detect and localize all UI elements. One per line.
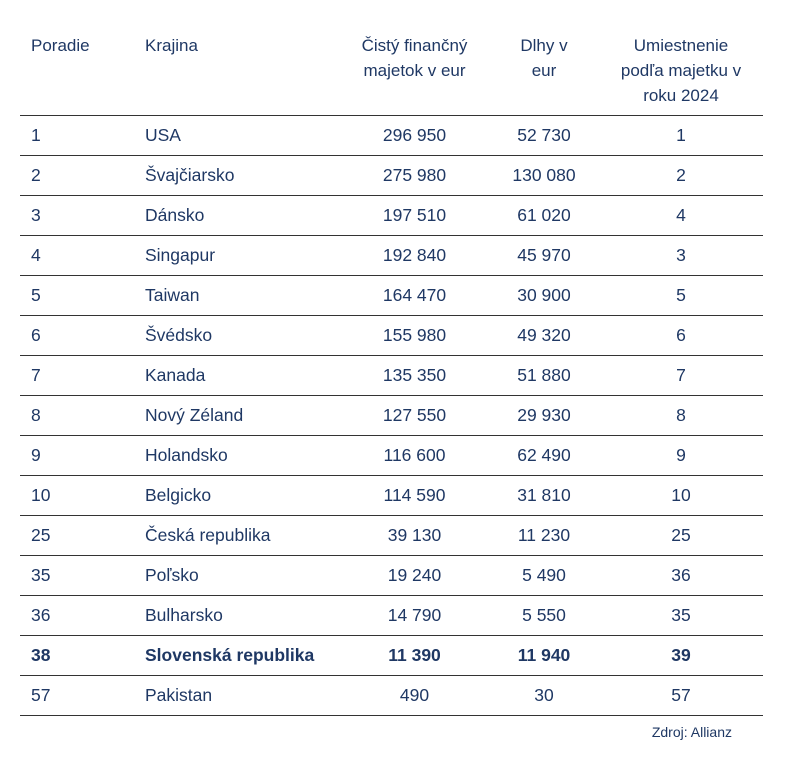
cell-rank: 35 (31, 565, 51, 585)
table-row (20, 196, 763, 236)
cell-debt: 31 810 (517, 485, 571, 505)
cell-net-assets: 19 240 (387, 565, 442, 585)
cell-debt: 11 940 (517, 645, 571, 665)
cell-net-assets: 490 (399, 685, 430, 705)
cell-rank: 4 (31, 245, 41, 265)
header-rank-2024-line-2: podľa majetku v (620, 61, 742, 80)
cell-net-assets: 135 350 (382, 365, 447, 385)
cell-debt: 11 230 (517, 525, 571, 545)
cell-rank-2024: 39 (671, 645, 691, 665)
table-row (20, 276, 763, 316)
table-row (20, 316, 763, 356)
cell-rank-2024: 2 (676, 165, 686, 185)
cell-net-assets: 275 980 (382, 165, 447, 185)
cell-country: Poľsko (145, 565, 199, 585)
cell-rank-2024: 36 (671, 565, 691, 585)
table-row (20, 476, 763, 516)
table-row (20, 676, 763, 716)
cell-rank-2024: 6 (676, 325, 686, 345)
header-net-assets-line-2: majetok v eur (363, 61, 466, 80)
cell-debt: 61 020 (517, 205, 571, 225)
cell-debt: 62 490 (517, 445, 571, 465)
cell-rank: 25 (31, 525, 51, 545)
cell-country: Dánsko (145, 205, 205, 225)
cell-debt: 30 (534, 685, 554, 705)
header-rank-2024 (599, 0, 763, 116)
header-net-assets-line-1: Čistý finančný (361, 36, 468, 55)
cell-rank-2024: 57 (671, 685, 691, 705)
header-net-assets (346, 0, 489, 116)
cell-country: Holandsko (145, 445, 228, 465)
cell-rank: 36 (31, 605, 51, 625)
cell-net-assets: 116 600 (383, 445, 446, 465)
cell-country: Bulharsko (145, 605, 223, 625)
cell-debt: 5 550 (522, 605, 566, 625)
source-note: Zdroj: Allianz (651, 724, 732, 740)
cell-country: Slovenská republika (145, 645, 315, 665)
cell-rank-2024: 3 (676, 245, 686, 265)
header-debt (489, 0, 599, 116)
cell-country: Švédsko (145, 325, 213, 345)
cell-rank-2024: 9 (676, 445, 686, 465)
cell-rank-2024: 7 (676, 365, 686, 385)
cell-net-assets: 192 840 (382, 245, 447, 265)
cell-rank: 57 (31, 685, 51, 705)
cell-country: Nový Zéland (145, 405, 244, 425)
cell-country: Belgicko (145, 485, 212, 505)
header-country (140, 0, 346, 116)
header-debt-line-1: Dlhy v (520, 36, 568, 55)
header-rank (20, 0, 140, 116)
header-row (20, 0, 763, 116)
table-body (20, 116, 763, 716)
table-row (20, 156, 763, 196)
cell-net-assets: 39 130 (387, 525, 442, 545)
header-rank-2024-line-3: roku 2024 (643, 86, 719, 105)
table-row (20, 116, 763, 156)
cell-debt: 30 900 (517, 285, 571, 305)
cell-net-assets: 14 790 (387, 605, 442, 625)
header-rank-2024-line-1: Umiestnenie (633, 36, 729, 55)
cell-debt: 45 970 (517, 245, 571, 265)
cell-rank-2024: 5 (676, 285, 686, 305)
cell-country: Kanada (145, 365, 206, 385)
header-rank-label: Poradie (31, 36, 90, 55)
cell-net-assets: 11 390 (388, 645, 441, 665)
cell-rank-2024: 4 (676, 205, 686, 225)
header-country-label: Krajina (145, 36, 198, 55)
cell-country: USA (145, 125, 181, 145)
cell-rank: 1 (31, 125, 41, 145)
cell-rank: 7 (31, 365, 41, 385)
cell-net-assets: 155 980 (382, 325, 447, 345)
cell-rank-2024: 25 (671, 525, 691, 545)
cell-rank-2024: 1 (676, 125, 686, 145)
cell-country: Česká republika (145, 525, 271, 545)
cell-debt: 130 080 (512, 165, 576, 185)
header-debt-line-2: eur (531, 61, 557, 80)
cell-rank: 9 (31, 445, 41, 465)
cell-debt: 29 930 (517, 405, 571, 425)
cell-debt: 51 880 (517, 365, 571, 385)
cell-rank-2024: 8 (676, 405, 686, 425)
cell-country: Švajčiarsko (145, 165, 235, 185)
cell-debt: 5 490 (522, 565, 566, 585)
table-row (20, 236, 763, 276)
table-row (20, 356, 763, 396)
table-row (20, 596, 763, 636)
cell-country: Singapur (145, 245, 216, 265)
table-row (20, 396, 763, 436)
cell-rank-2024: 10 (671, 485, 691, 505)
table-row (20, 436, 763, 476)
cell-net-assets: 197 510 (382, 205, 447, 225)
cell-net-assets: 114 590 (383, 485, 446, 505)
cell-net-assets: 296 950 (382, 125, 447, 145)
table-row (20, 516, 763, 556)
table-row (20, 556, 763, 596)
table-header (20, 0, 763, 116)
cell-net-assets: 164 470 (382, 285, 447, 305)
cell-rank: 2 (31, 165, 41, 185)
cell-debt: 52 730 (517, 125, 571, 145)
cell-rank: 8 (31, 405, 41, 425)
cell-rank: 6 (31, 325, 41, 345)
cell-rank: 3 (31, 205, 41, 225)
cell-rank-2024: 35 (671, 605, 691, 625)
cell-rank: 10 (31, 485, 51, 505)
cell-rank: 38 (31, 645, 51, 665)
cell-debt: 49 320 (517, 325, 571, 345)
cell-rank: 5 (31, 285, 41, 305)
wealth-ranking-table (20, 0, 763, 716)
cell-net-assets: 127 550 (382, 405, 447, 425)
cell-country: Taiwan (145, 285, 200, 305)
table-row (20, 636, 763, 676)
cell-country: Pakistan (145, 685, 213, 705)
